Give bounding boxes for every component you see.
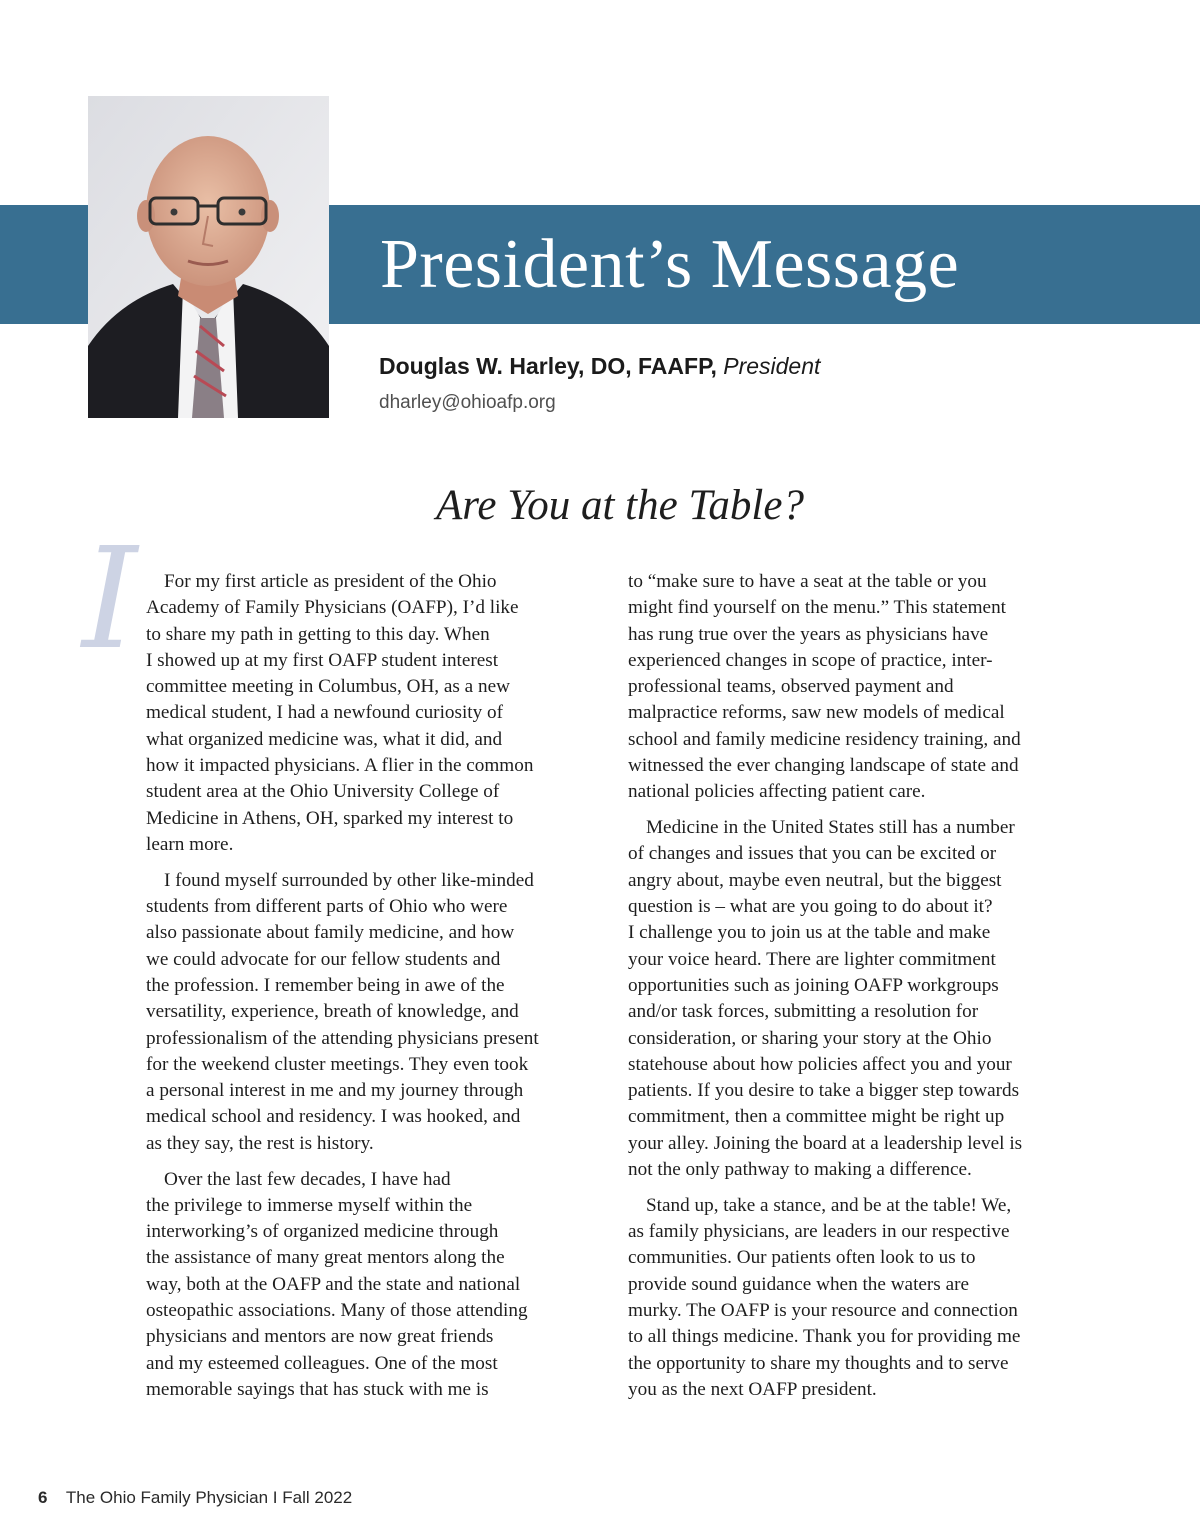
page-footer [38,1486,352,1510]
text-line: we could advocate for our fellow students and [146,948,501,970]
text-line: what organized medicine was, what it did, and [146,728,503,750]
text-line: interworking’s of organized medicine through [146,1221,499,1243]
text-line: and my esteemed colleagues. One of the most [146,1352,498,1374]
text-line: to “make sure to have a seat at the table or you [628,571,987,592]
text-line: Stand up, take a stance, and be at the table! We, [646,1194,1012,1216]
text-line: professionalism of the attending physicians present [146,1027,539,1049]
text-line: way, both at the OAFP and the state and national [146,1273,521,1295]
text-line: also passionate about family medicine, and how [146,922,515,944]
author-byline [379,350,820,382]
text-line: school and family medicine residency training, and [628,728,1021,750]
text-line: professional teams, observed payment and [628,676,954,698]
text-line: malpractice reforms, saw new models of medical [628,702,1005,724]
text-line: osteopathic associations. Many of those attending [146,1300,528,1322]
text-line: the profession. I remember being in awe of the [146,974,505,996]
text-line: to all things medicine. Thank you for providing me [628,1326,1021,1348]
text-line: I showed up at my first OAFP student interest [146,649,499,671]
text-line: I challenge you to join us at the table and make [628,922,991,944]
text-line: the opportunity to share my thoughts and to serve [628,1352,1009,1374]
text-line: committee meeting in Columbus, OH, as a new [146,676,510,698]
article-headline: Are You at the Table? [436,482,804,529]
paragraph [146,569,606,858]
text-line: question is – what are you going to do about it? [628,896,993,918]
publication-info: The Ohio Family Physician I Fall 2022 [65,1488,353,1507]
text-line: physicians and mentors are now great friends [146,1326,494,1348]
page-number: 6 [38,1488,48,1507]
drop-cap: I [82,518,138,681]
text-line: Over the last few decades, I have had [164,1168,451,1190]
text-line: your voice heard. There are lighter commitment [628,948,996,970]
text-line: student area at the Ohio University College of [146,781,500,803]
text-line: medical school and residency. I was hooked, and [146,1106,521,1128]
text-line: of changes and issues that you can be excited or [628,843,997,865]
text-line: opportunities such as joining OAFP workgroups [628,974,999,996]
text-line: might find yourself on the menu.” This statement [628,597,1006,619]
author-name: Douglas W. Harley, DO, FAAFP, [379,353,717,379]
text-line: how it impacted physicians. A flier in the common [146,755,534,777]
text-line: I found myself surrounded by other like-minded [164,869,534,891]
text-line: Medicine in Athens, OH, sparked my interest to [146,807,514,829]
text-line: statehouse about how policies affect you and your [628,1053,1012,1075]
text-line: national policies affecting patient care. [628,781,926,803]
text-line: witnessed the ever changing landscape of state and [628,755,1019,777]
text-line: consideration, or sharing your story at the Ohio [628,1027,992,1049]
author-role: President [723,353,821,379]
text-line: your alley. Joining the board at a leadership level is [628,1132,1023,1154]
text-line: students from different parts of Ohio who were [146,896,508,918]
text-line: as they say, the rest is history. [146,1132,374,1154]
text-line: angry about, maybe even neutral, but the biggest [628,869,1002,891]
text-line: Medicine in the United States still has a number [646,817,1015,839]
paragraph [146,1167,606,1404]
paragraph [628,815,1088,1183]
text-line: memorable sayings that has stuck with me is [146,1378,489,1400]
text-line: to share my path in getting to this day. When [146,623,490,645]
text-line: the privilege to immerse myself within the [146,1194,473,1216]
text-line: medical student, I had a newfound curiosity of [146,702,504,724]
text-line: commitment, then a committee might be right up [628,1106,1005,1128]
text-line: provide sound guidance when the waters are [628,1273,969,1295]
text-line: versatility, experience, breath of knowledge, and [146,1001,519,1023]
text-line: experienced changes in scope of practice, inter- [628,649,993,671]
text-line: the assistance of many great mentors along the [146,1247,505,1269]
text-line: and/or task forces, submitting a resolution for [628,1001,979,1023]
text-line: patients. If you desire to take a bigger step towards [628,1080,1020,1102]
text-line: communities. Our patients often look to us to [628,1247,976,1269]
portrait-illustration [88,96,329,418]
text-line: learn more. [146,833,234,855]
text-line: for the weekend cluster meetings. They even took [146,1053,529,1075]
paragraph [146,868,606,1157]
text-line: as family physicians, are leaders in our respective [628,1221,1010,1243]
article-column-right [628,569,1088,1413]
author-portrait-photo [88,96,329,418]
text-line: murky. The OAFP is your resource and connection [628,1300,1018,1322]
text-line: not the only pathway to making a difference. [628,1159,972,1181]
text-line: a personal interest in me and my journey through [146,1080,524,1102]
text-line: Academy of Family Physicians (OAFP), I’d like [146,597,519,619]
text-line: has rung true over the years as physicians have [628,623,989,645]
article-column-left [146,569,606,1413]
author-email-link[interactable]: dharley@ohioafp.org [379,392,556,413]
page-title: President’s Message [380,226,960,303]
text-line: For my first article as president of the Ohio [164,571,497,592]
paragraph [628,1193,1088,1403]
text-line: you as the next OAFP president. [628,1378,877,1400]
paragraph [628,569,1088,806]
